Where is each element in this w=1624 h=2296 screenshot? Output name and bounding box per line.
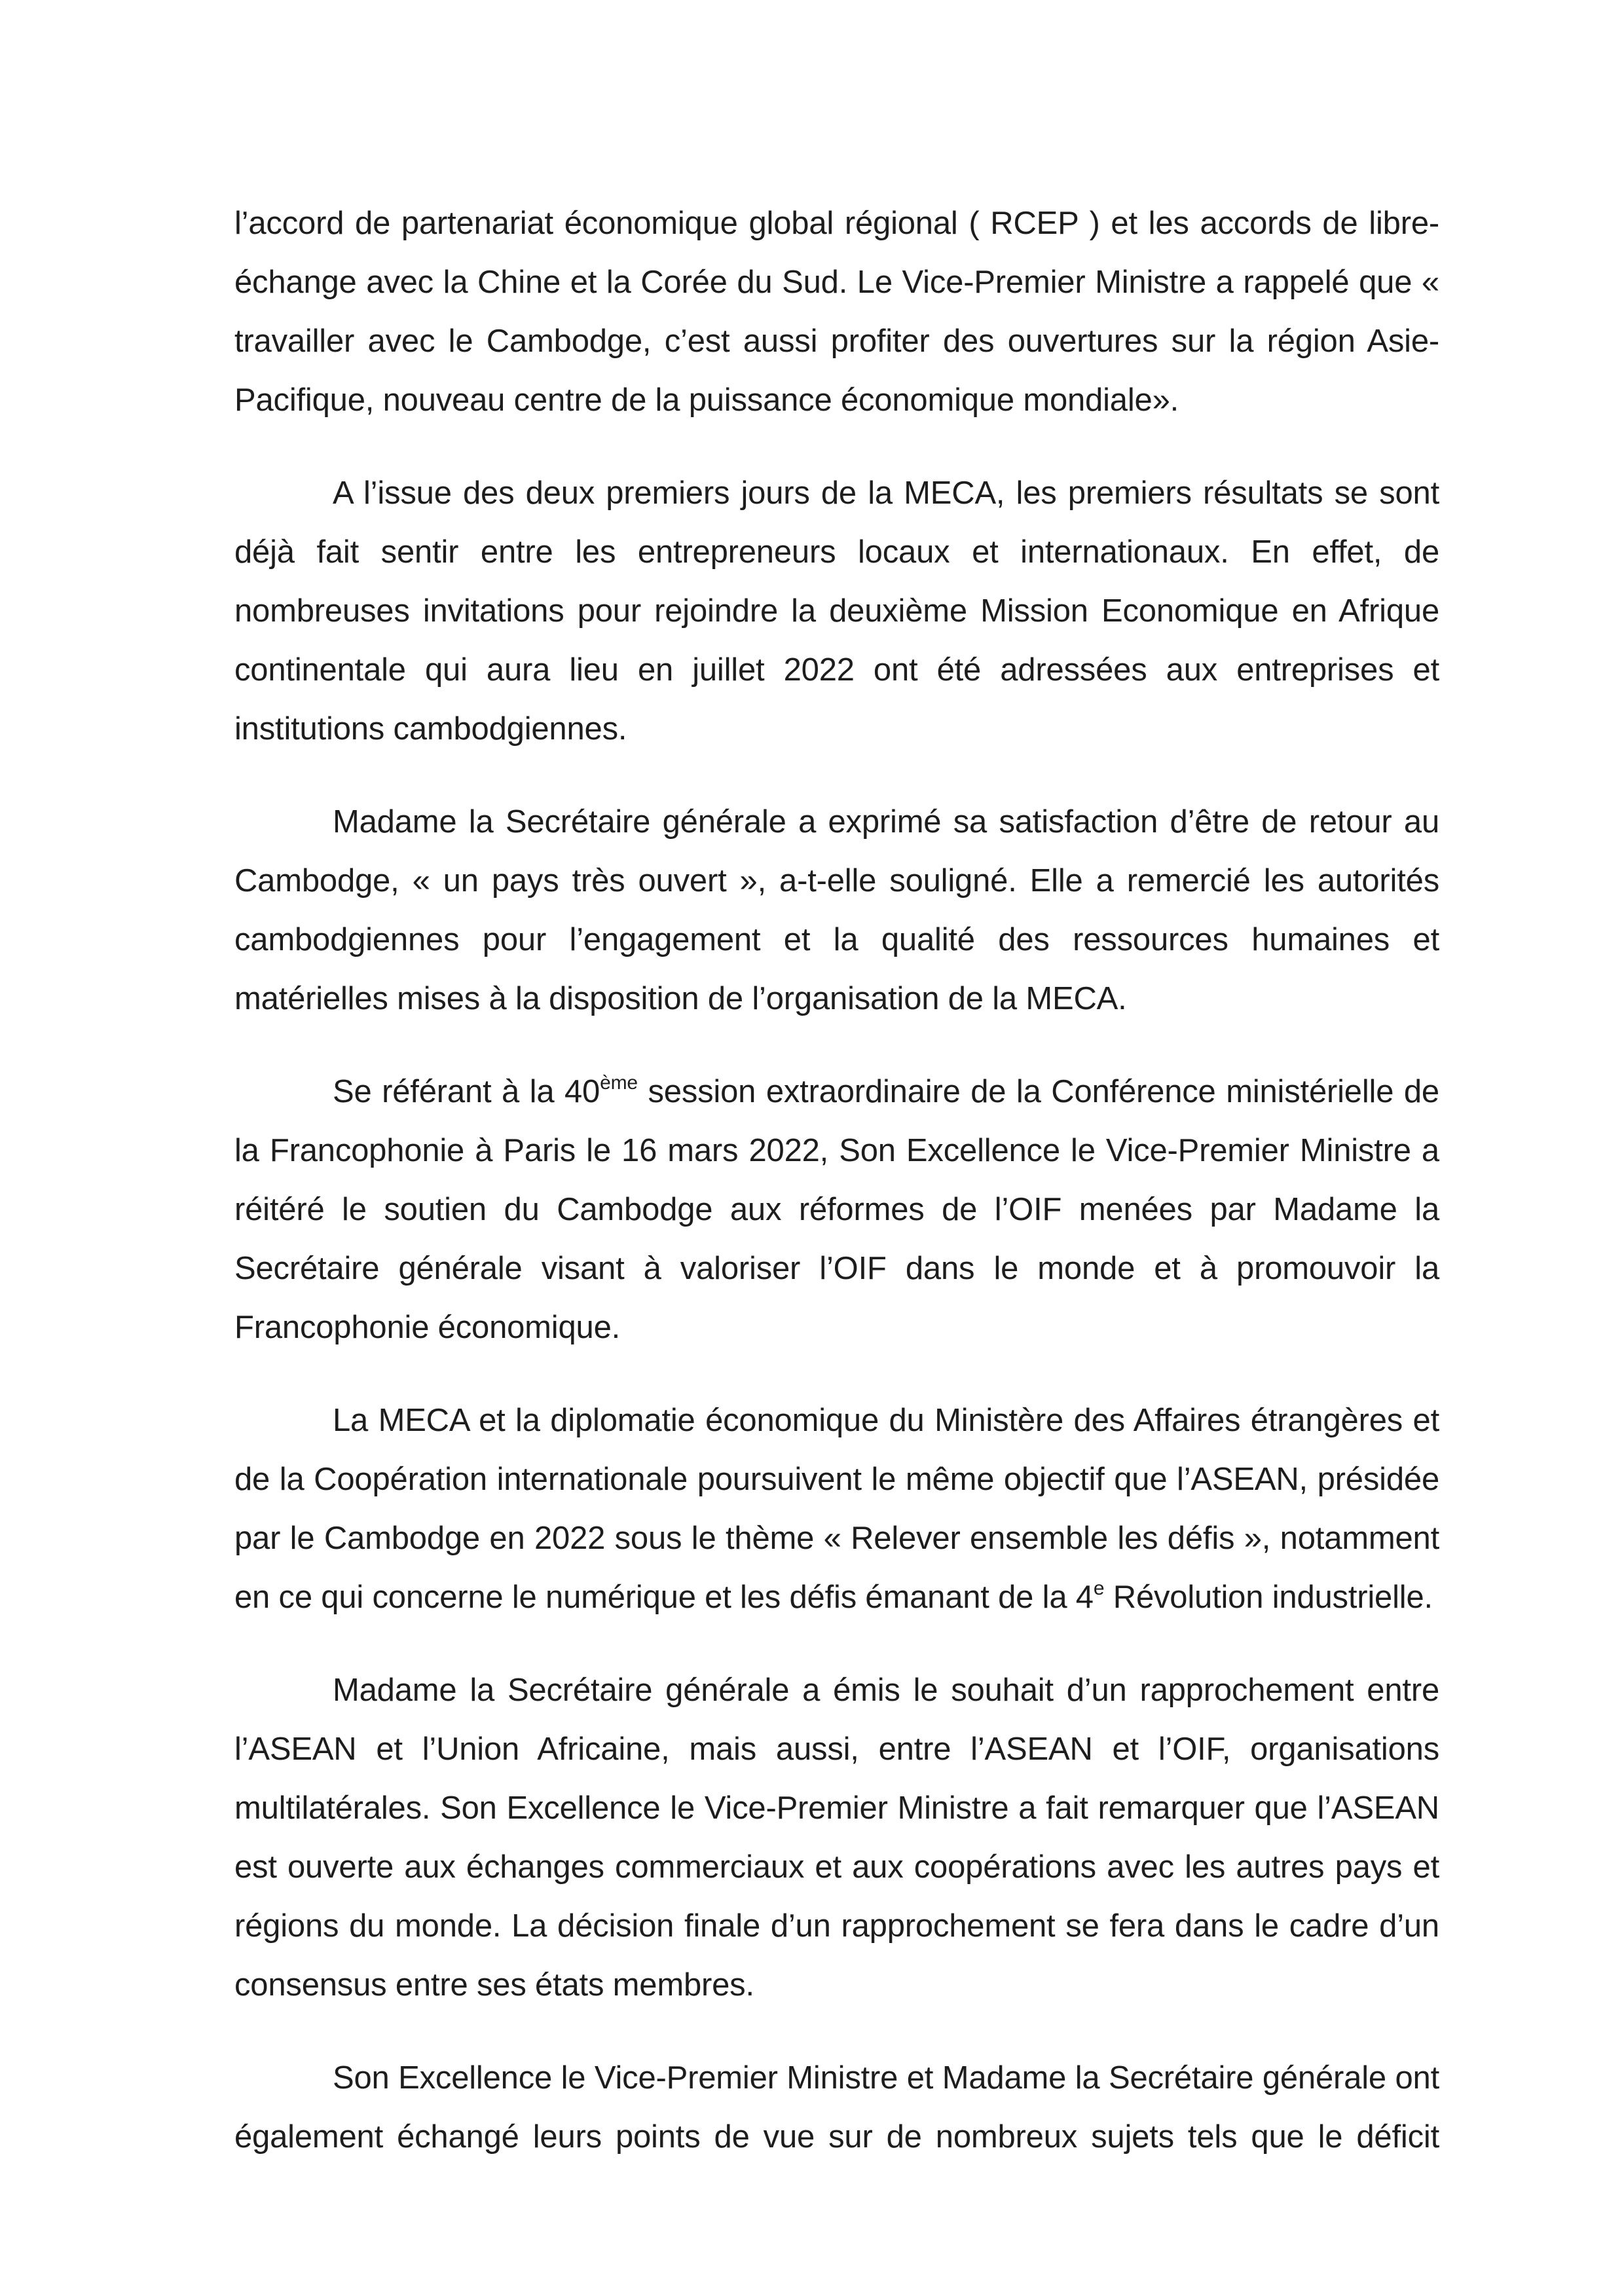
paragraph-meca-results: A l’issue des deux premiers jours de la MECA, les premiers résultats se sont déjà fait sentir entre les entrepreneurs locaux et internationaux. En effet, de nombreuses invitations pour rejoindre la deuxième Mission Economique en Afrique continentale qui aura lieu en juillet 2022 ont été adressées aux entreprises et institutions cambodgiennes. (234, 475, 1439, 747)
paragraph-40th-session-text-a: Se référant à la 40 (333, 1074, 600, 1109)
paragraph-40th-session (234, 1062, 1439, 1357)
document-body (234, 194, 1439, 2166)
ordinal-superscript: e (1093, 1578, 1105, 1599)
paragraph-views-exchange: Son Excellence le Vice-Premier Ministre et Madame la Secrétaire générale ont également échangé leurs points de vue sur de nombreux sujets tels que le déficit (234, 2060, 1439, 2155)
ordinal-superscript: ème (600, 1072, 638, 1094)
paragraph-rcep: l’accord de partenariat économique global régional ( RCEP ) et les accords de libre-échange avec la Chine et la Corée du Sud. Le Vice-Premier Ministre a rappelé que « travailler avec le Cambodge, c’est aussi profiter des ouvertures sur la région Asie-Pacifique, nouveau centre de la puissance économique mondiale». (234, 206, 1439, 418)
paragraph-asean-objective (234, 1391, 1439, 1627)
paragraph-asean-objective-text-a: La MECA et la diplomatie économique du Ministère des Affaires étrangères et de la Coopération internationale poursuivent le même objectif que l’ASEAN, présidée par le Cambodge en 2022 sous le thème « Relever ensemble les défis », notamment en ce qui concerne le numérique et les défis émanant de la 4 (234, 1403, 1439, 1615)
paragraph-satisfaction: Madame la Secrétaire générale a exprimé sa satisfaction d’être de retour au Cambodge, « un pays très ouvert », a-t-elle souligné. Elle a remercié les autorités cambodgiennes pour l’engagement et la qualité des ressources humaines et matérielles mises à la disposition de l’organisation de la MECA. (234, 804, 1439, 1016)
paragraph-40th-session-text-b: session extraordinaire de la Conférence ministérielle de la Francophonie à Paris le 16 mars 2022, Son Excellence le Vice-Premier Ministre a réitéré le soutien du Cambodge aux réformes de l’OIF menées par Madame la Secrétaire générale visant à valoriser l’OIF dans le monde et à promouvoir la Francophonie économique. (234, 1074, 1439, 1345)
paragraph-asean-objective-text-b: Révolution industrielle. (1104, 1580, 1433, 1615)
paragraph-rapprochement: Madame la Secrétaire générale a émis le souhait d’un rapprochement entre l’ASEAN et l’Union Africaine, mais aussi, entre l’ASEAN et l’OIF, organisations multilatérales. Son Excellence le Vice-Premier Ministre a fait remarquer que l’ASEAN est ouverte aux échanges commerciaux et aux coopérations avec les autres pays et régions du monde. La décision finale d’un rapprochement se fera dans le cadre d’un consensus entre ses états membres. (234, 1673, 1439, 2003)
